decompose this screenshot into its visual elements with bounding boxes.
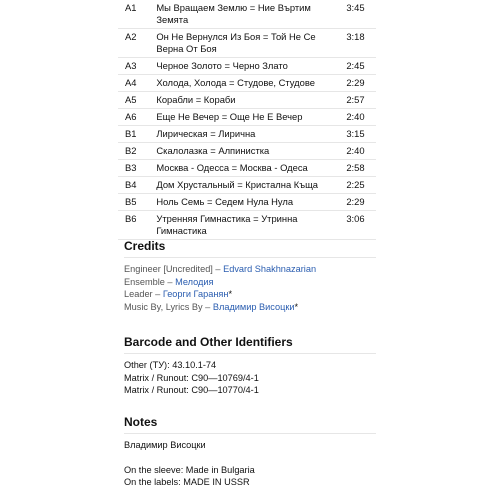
track-title: Черное Золото = Черно Злато bbox=[156, 58, 344, 75]
credit-separator: – bbox=[152, 289, 163, 300]
track-position: A5 bbox=[118, 92, 156, 109]
track-duration: 2:40 bbox=[344, 143, 376, 160]
track-title: Он Не Вернулся Из Боя = Той Не Се Верна От Боя bbox=[156, 29, 344, 58]
track-duration: 2:29 bbox=[344, 194, 376, 211]
identifier-line: Matrix / Runout: C90—10770/4-1 bbox=[124, 385, 259, 396]
tracklist-table bbox=[118, 0, 376, 240]
notes-line: On the sleeve: Made in Bulgaria bbox=[124, 464, 255, 475]
track-row bbox=[118, 58, 376, 75]
identifier-line: Other (ТУ): 43.10.1-74 bbox=[124, 360, 217, 370]
track-duration: 2:40 bbox=[344, 109, 376, 126]
track-row bbox=[118, 75, 376, 92]
track-row bbox=[118, 29, 376, 58]
track-title: Скалолазка = Алпинистка bbox=[156, 143, 344, 160]
credit-separator: – bbox=[202, 301, 213, 312]
credit-line bbox=[124, 263, 376, 276]
track-title: Утренняя Гимнастика = Утринна Гимнастика bbox=[156, 211, 344, 240]
identifier-line: Matrix / Runout: C90—10769/4-1 bbox=[124, 372, 259, 383]
identifiers-heading: Barcode and Other Identifiers bbox=[124, 334, 376, 354]
track-row bbox=[118, 109, 376, 126]
track-duration: 2:57 bbox=[344, 92, 376, 109]
track-row bbox=[118, 160, 376, 177]
credit-separator: – bbox=[164, 276, 176, 287]
track-duration: 3:06 bbox=[344, 211, 376, 240]
notes-line: On the labels: MADE IN USSR bbox=[124, 477, 250, 488]
track-position: B6 bbox=[118, 211, 156, 240]
track-position: B4 bbox=[118, 177, 156, 194]
track-title: Мы Вращаем Землю = Ние Въртим Земята bbox=[156, 0, 344, 29]
track-title: Холода, Холода = Студове, Студове bbox=[156, 75, 344, 92]
track-title: Корабли = Кораби bbox=[156, 92, 344, 109]
track-row bbox=[118, 177, 376, 194]
track-title: Дом Хрустальный = Кристална Къща bbox=[156, 177, 344, 194]
identifiers-section bbox=[124, 334, 376, 397]
track-position: A4 bbox=[118, 75, 156, 92]
track-duration: 3:45 bbox=[344, 0, 376, 29]
credit-suffix: * bbox=[294, 301, 299, 312]
credit-role: Leader bbox=[124, 289, 153, 300]
track-row bbox=[118, 143, 376, 160]
track-duration: 3:18 bbox=[344, 29, 376, 58]
credit-suffix: * bbox=[228, 289, 233, 300]
track-title: Еще Не Вечер = Още Не Е Вечер bbox=[156, 109, 344, 126]
credit-line bbox=[124, 301, 376, 314]
track-title: Лирическая = Лирична bbox=[156, 126, 344, 143]
credit-role: Music By, Lyrics By bbox=[124, 301, 203, 312]
track-row bbox=[118, 211, 376, 240]
credit-line bbox=[124, 276, 376, 289]
track-duration: 2:25 bbox=[344, 177, 376, 194]
track-position: B5 bbox=[118, 194, 156, 211]
credits-heading: Credits bbox=[124, 238, 376, 258]
track-duration: 3:15 bbox=[344, 126, 376, 143]
track-position: A2 bbox=[118, 29, 156, 58]
notes-line: Владимир Висоцки bbox=[124, 440, 206, 450]
notes-heading: Notes bbox=[124, 414, 376, 434]
credit-role: Engineer [Uncredited] bbox=[124, 264, 213, 274]
notes-blank-line bbox=[124, 452, 376, 464]
track-title: Ноль Семь = Седем Нула Нула bbox=[156, 194, 344, 211]
track-duration: 2:29 bbox=[344, 75, 376, 92]
track-position: B2 bbox=[118, 143, 156, 160]
track-position: B3 bbox=[118, 160, 156, 177]
track-duration: 2:58 bbox=[344, 160, 376, 177]
track-duration: 2:45 bbox=[344, 58, 376, 75]
credit-artist-link[interactable]: Edvard Shakhnazarian bbox=[223, 264, 317, 274]
credit-artist-link[interactable]: Мелодия bbox=[175, 276, 214, 287]
track-position: A6 bbox=[118, 109, 156, 126]
track-title: Москва - Одесса = Москва - Одеса bbox=[156, 160, 344, 177]
credits-section bbox=[124, 238, 376, 313]
notes-section bbox=[124, 414, 376, 489]
track-row bbox=[118, 126, 376, 143]
track-position: A1 bbox=[118, 0, 156, 29]
credit-line bbox=[124, 288, 376, 301]
track-position: B1 bbox=[118, 126, 156, 143]
track-row bbox=[118, 92, 376, 109]
credit-role: Ensemble bbox=[124, 276, 165, 287]
credit-artist-link[interactable]: Георги Гаранян bbox=[162, 289, 229, 300]
track-row bbox=[118, 194, 376, 211]
track-position: A3 bbox=[118, 58, 156, 75]
credit-separator: – bbox=[212, 264, 224, 274]
credit-artist-link[interactable]: Владимир Висоцки bbox=[212, 301, 295, 312]
track-row bbox=[118, 0, 376, 29]
